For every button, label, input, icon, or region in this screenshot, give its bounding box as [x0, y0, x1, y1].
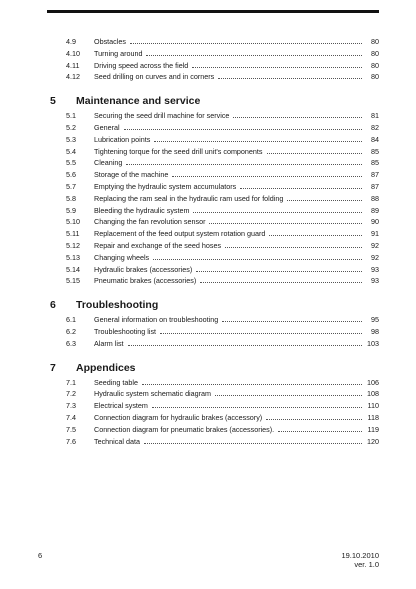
dot-leader: [126, 164, 362, 165]
entry-title: General information on troubleshooting: [94, 315, 219, 325]
dot-leader: [144, 443, 362, 444]
entry-page: 92: [371, 252, 379, 262]
dot-leader: [153, 259, 362, 260]
toc-entry[interactable]: [40, 36, 379, 48]
entry-number: 5.5: [66, 158, 76, 168]
entry-title: Hydraulic brakes (accessories): [94, 264, 193, 274]
dot-leader: [209, 223, 362, 224]
dot-leader: [267, 153, 362, 154]
toc-entry[interactable]: [40, 388, 379, 400]
toc-entry[interactable]: [40, 48, 379, 60]
entry-title: Repair and exchange of the seed hoses: [94, 240, 222, 250]
entry-number: 5.2: [66, 122, 76, 132]
entry-number: 6.3: [66, 338, 76, 348]
entry-title: Replacing the ram seal in the hydraulic ram used for folding: [94, 193, 284, 203]
entry-number: 5.12: [66, 240, 80, 250]
entry-page: 85: [371, 146, 379, 156]
toc-entry[interactable]: [40, 228, 379, 240]
entry-number: 7.6: [66, 436, 76, 446]
toc-entry[interactable]: [40, 169, 379, 181]
toc-entry[interactable]: [40, 412, 379, 424]
entry-number: 6.2: [66, 326, 76, 336]
toc-entry[interactable]: [40, 122, 379, 134]
entry-title: Obstacles: [94, 37, 126, 46]
entry-title: Connection diagram for hydraulic brakes (accessory): [94, 412, 263, 422]
dot-leader: [266, 419, 362, 420]
entry-title: Securing the seed drill machine for service: [94, 111, 230, 121]
entry-title: Changing the fan revolution sensor: [94, 217, 206, 227]
dot-leader: [287, 200, 362, 201]
entry-page: 82: [371, 122, 379, 132]
entry-page: 80: [371, 72, 379, 82]
entry-number: 4.10: [66, 48, 80, 58]
entry-title: Pneumatic brakes (accessories): [94, 276, 197, 286]
entry-title: Alarm list: [94, 338, 124, 348]
entry-number: 6.1: [66, 315, 76, 325]
entry-title: Seed drilling on curves and in corners: [94, 72, 215, 82]
footer-info: [341, 551, 379, 569]
page-number: 6: [38, 551, 43, 560]
entry-number: 5.13: [66, 252, 80, 262]
dot-leader: [200, 282, 362, 283]
entry-title: Emptying the hydraulic system accumulators: [94, 181, 237, 191]
dot-leader: [146, 55, 362, 56]
entry-number: 5.15: [66, 276, 80, 286]
entry-number: 7.2: [66, 389, 76, 399]
dot-leader: [124, 129, 362, 130]
entry-number: 5.4: [66, 146, 76, 156]
entry-page: 95: [371, 315, 379, 325]
entry-number: 4.12: [66, 72, 80, 82]
entry-title: Storage of the machine: [94, 170, 169, 180]
dot-leader: [218, 78, 362, 79]
dot-leader: [278, 431, 362, 432]
dot-leader: [193, 212, 362, 213]
toc-entry[interactable]: [40, 338, 379, 350]
dot-leader: [233, 117, 362, 118]
toc-entry[interactable]: [40, 264, 379, 276]
entry-title: Lubrication points: [94, 134, 151, 144]
dot-leader: [130, 43, 362, 44]
entry-number: 5.9: [66, 205, 76, 215]
toc-entry[interactable]: [40, 326, 379, 338]
toc-entry[interactable]: [40, 436, 379, 448]
entry-number: 5.6: [66, 170, 76, 180]
toc-entry[interactable]: [40, 205, 379, 217]
toc-entry[interactable]: [40, 181, 379, 193]
entry-number: 7.5: [66, 424, 76, 434]
entry-number: 5.8: [66, 193, 76, 203]
entry-title: Cleaning: [94, 158, 123, 168]
section-number: 5: [50, 95, 56, 108]
dot-leader: [154, 141, 362, 142]
entry-number: 5.10: [66, 217, 80, 227]
section-number: 7: [50, 361, 56, 374]
dot-leader: [152, 407, 362, 408]
dot-leader: [196, 271, 362, 272]
toc-entry[interactable]: [40, 252, 379, 264]
toc-entry[interactable]: [40, 216, 379, 228]
entry-number: 5.3: [66, 134, 76, 144]
entry-page: 88: [371, 193, 379, 203]
entry-number: 7.4: [66, 412, 76, 422]
dot-leader: [222, 321, 362, 322]
section-heading: [40, 95, 379, 109]
toc-section: [40, 95, 379, 287]
entry-page: 80: [371, 48, 379, 58]
dot-leader: [269, 235, 362, 236]
section-heading: [40, 299, 379, 313]
entry-page: 110: [367, 401, 379, 411]
entry-number: 5.11: [66, 229, 80, 239]
section-title: Maintenance and service: [76, 95, 201, 108]
entry-page: 106: [367, 377, 379, 387]
toc-section: [40, 36, 379, 83]
entry-number: 5.14: [66, 264, 80, 274]
entry-title: Seeding table: [94, 377, 138, 387]
entry-page: 84: [371, 134, 379, 144]
toc-section: [40, 362, 379, 448]
entry-title: Hydraulic system schematic diagram: [94, 389, 212, 399]
entry-number: 5.7: [66, 181, 76, 191]
entry-title: Tightening torque for the seed drill unit's components: [94, 146, 263, 156]
entry-number: 4.9: [66, 37, 76, 46]
entry-number: 7.1: [66, 377, 76, 387]
entry-page: 93: [371, 264, 379, 274]
toc-entry[interactable]: [40, 400, 379, 412]
entry-page: 81: [371, 111, 379, 121]
entry-number: 7.3: [66, 401, 76, 411]
entry-page: 119: [367, 424, 379, 434]
entry-title: Connection diagram for pneumatic brakes (accessories).: [94, 424, 275, 434]
entry-page: 93: [371, 276, 379, 286]
entry-page: 90: [371, 217, 379, 227]
toc-entry[interactable]: [40, 60, 379, 72]
entry-page: 118: [367, 412, 379, 422]
toc-section: [40, 299, 379, 349]
toc-entry[interactable]: [40, 146, 379, 158]
toc-entry[interactable]: [40, 240, 379, 252]
entry-page: 92: [371, 240, 379, 250]
entry-title: General: [94, 122, 120, 132]
dot-leader: [172, 176, 362, 177]
dot-leader: [215, 395, 362, 396]
table-of-contents: [40, 36, 379, 459]
toc-entry[interactable]: [40, 424, 379, 436]
toc-entry[interactable]: [40, 71, 379, 83]
toc-entry[interactable]: [40, 377, 379, 389]
entry-title: Changing wheels: [94, 252, 150, 262]
section-heading: [40, 362, 379, 376]
footer-date: 19.10.2010: [341, 551, 379, 560]
dot-leader: [192, 67, 362, 68]
toc-entry[interactable]: [40, 193, 379, 205]
dot-leader: [225, 247, 362, 248]
entry-title: Troubleshooting list: [94, 326, 157, 336]
entry-page: 87: [371, 170, 379, 180]
entry-title: Driving speed across the field: [94, 60, 189, 70]
toc-entry[interactable]: [40, 157, 379, 169]
toc-entry[interactable]: [40, 110, 379, 122]
entry-page: 98: [371, 326, 379, 336]
dot-leader: [128, 345, 362, 346]
entry-page: 80: [371, 60, 379, 70]
entry-page: 89: [371, 205, 379, 215]
entry-page: 85: [371, 158, 379, 168]
entry-number: 5.1: [66, 111, 76, 121]
entry-page: 80: [371, 37, 379, 46]
section-number: 6: [50, 299, 56, 312]
footer-version: ver. 1.0: [354, 560, 379, 569]
entry-page: 108: [367, 389, 379, 399]
toc-entry[interactable]: [40, 314, 379, 326]
entry-title: Electrical system: [94, 401, 148, 411]
entry-title: Bleeding the hydraulic system: [94, 205, 190, 215]
entry-page: 103: [367, 338, 379, 348]
dot-leader: [142, 384, 362, 385]
entry-title: Turning around: [94, 48, 143, 58]
toc-entry[interactable]: [40, 134, 379, 146]
entry-page: 87: [371, 181, 379, 191]
entry-title: Technical data: [94, 436, 140, 446]
section-title: Appendices: [76, 361, 136, 374]
entry-page: 120: [367, 436, 379, 446]
entry-page: 91: [371, 229, 379, 239]
entry-title: Replacement of the feed output system rotation guard: [94, 229, 266, 239]
toc-entry[interactable]: [40, 275, 379, 287]
dot-leader: [160, 333, 362, 334]
entry-number: 4.11: [66, 60, 80, 70]
top-rule: [47, 10, 379, 13]
section-title: Troubleshooting: [76, 299, 159, 312]
dot-leader: [240, 188, 362, 189]
